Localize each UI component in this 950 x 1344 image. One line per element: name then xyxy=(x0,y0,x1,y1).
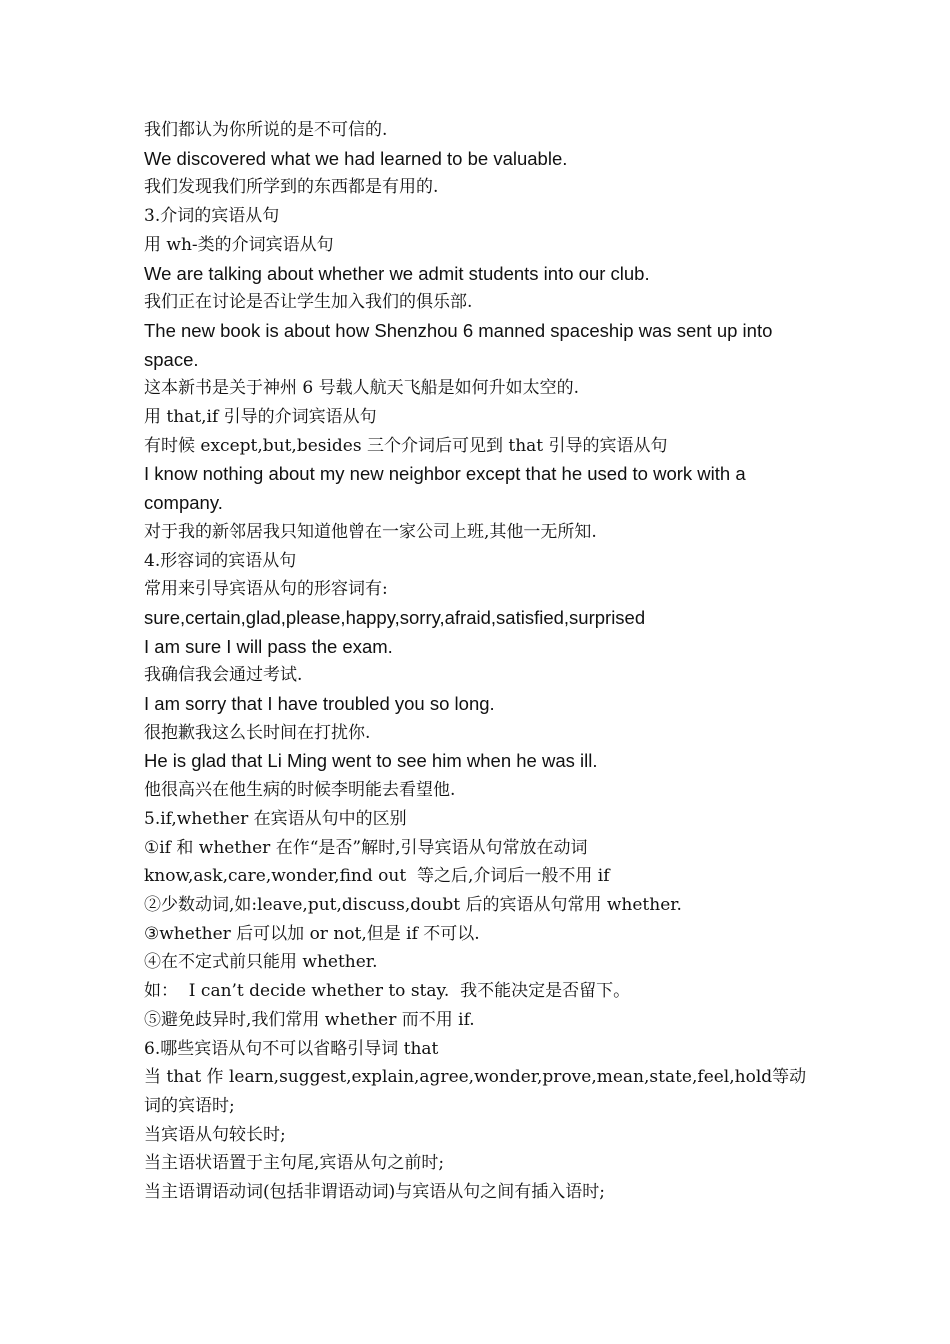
english-sentence: We discovered what we had learned to be valuable. xyxy=(144,147,568,169)
english-sentence: I am sorry that I have troubled you so long. xyxy=(144,693,495,715)
chinese-text-line: 我们都认为你所说的是不可信的. xyxy=(144,120,388,140)
section-heading: 6.哪些宾语从句不可以省略引导词 that xyxy=(144,1038,439,1059)
chinese-text-line: know,ask,care,wonder,find out 等之后,介词后一般不用 if xyxy=(144,866,610,887)
chinese-text-line: 这本新书是关于神州 6 号载人航天飞船是如何升如太空的. xyxy=(144,378,580,399)
chinese-text-line: 很抱歉我这么长时间在打扰你. xyxy=(144,722,371,743)
chinese-text-line: ③whether 后可以加 or not,但是 if 不可以. xyxy=(144,923,480,944)
chinese-text-line: 当主语状语置于主句尾,宾语从句之前时; xyxy=(144,1153,445,1174)
english-sentence: company. xyxy=(144,492,223,514)
chinese-text-line: ②少数动词,如:leave,put,discuss,doubt 后的宾语从句常用 whether. xyxy=(144,894,682,915)
chinese-text-line: 对于我的新邻居我只知道他曾在一家公司上班,其他一无所知. xyxy=(144,521,597,542)
english-sentence: I know nothing about my new neighbor except that he used to work with a xyxy=(144,463,746,485)
english-sentence: I am sure I will pass the exam. xyxy=(144,635,393,657)
chinese-text-line: ④在不定式前只能用 whether. xyxy=(144,952,378,973)
chinese-text-line: ⑤避免歧异时,我们常用 whether 而不用 if. xyxy=(144,1009,475,1030)
chinese-text-line: 我们发现我们所学到的东西都是有用的. xyxy=(144,177,439,198)
chinese-text-line: 他很高兴在他生病的时候李明能去看望他. xyxy=(144,780,456,801)
chinese-text-line: 当 that 作 learn,suggest,explain,agree,wonder,prove,mean,state,feel,hold等动 xyxy=(144,1067,807,1088)
english-sentence: We are talking about whether we admit students into our club. xyxy=(144,262,650,284)
chinese-text-line: 当主语谓语动词(包括非谓语动词)与宾语从句之间有插入语时; xyxy=(144,1182,605,1203)
english-sentence: sure,certain,glad,please,happy,sorry,afraid,satisfied,surprised xyxy=(144,606,646,628)
chinese-text-line: 词的宾语时; xyxy=(144,1095,235,1116)
chinese-text-line: 我们正在讨论是否让学生加入我们的俱乐部. xyxy=(144,292,473,313)
english-sentence: The new book is about how Shenzhou 6 manned spaceship was sent up into xyxy=(144,319,773,341)
chinese-text-line: 用 that,if 引导的介词宾语从句 xyxy=(144,407,377,428)
section-heading: 3.介词的宾语从句 xyxy=(144,206,280,227)
chinese-text-line: ①if 和 whether 在作“是否”解时,引导宾语从句常放在动词 xyxy=(144,837,588,858)
chinese-text-line: 我确信我会通过考试. xyxy=(144,665,303,686)
document-body xyxy=(144,116,824,1207)
chinese-text-line: 用 wh-类的介词宾语从句 xyxy=(144,234,334,255)
chinese-text-line: 有时候 except,but,besides 三个介词后可见到 that 引导的宾语从句 xyxy=(144,435,668,456)
chinese-text-line: 当宾语从句较长时; xyxy=(144,1124,286,1145)
chinese-text-line: 常用来引导宾语从句的形容词有: xyxy=(144,579,388,600)
english-sentence: space. xyxy=(144,348,199,370)
section-heading: 4.形容词的宾语从句 xyxy=(144,550,297,571)
english-sentence: He is glad that Li Ming went to see him when he was ill. xyxy=(144,750,598,772)
chinese-text-line: 如： I can’t decide whether to stay. 我不能决定是否留下。 xyxy=(144,981,631,1002)
section-heading: 5.if,whether 在宾语从句中的区别 xyxy=(144,808,407,829)
